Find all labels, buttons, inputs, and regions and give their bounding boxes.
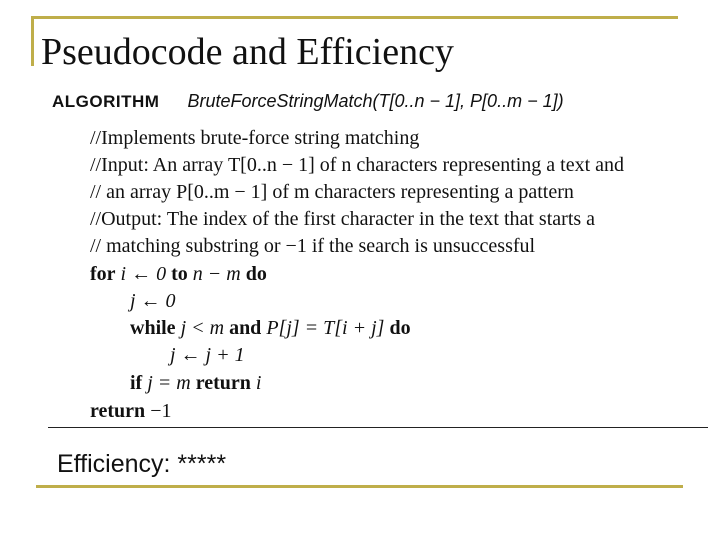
- while-do-keyword: do: [389, 317, 411, 339]
- comment-line-1: //Implements brute-force string matching: [90, 127, 420, 149]
- return-keyword: return: [195, 372, 251, 394]
- comment-line-4: //Output: The index of the first character in the text that starts a: [90, 208, 596, 230]
- for-keyword: for: [90, 263, 116, 285]
- divider-line: [48, 427, 708, 428]
- j-init: j ← 0: [130, 290, 176, 312]
- final-return-value: −1: [150, 400, 172, 422]
- final-return-keyword: return: [90, 400, 146, 422]
- comment-line-3: // an array P[0..m − 1] of m characters representing a pattern: [90, 181, 574, 203]
- to-keyword: to: [171, 263, 188, 285]
- comment-line-5: // matching substring or −1 if the search is unsuccessful: [90, 235, 536, 257]
- j-increment: j ← j + 1: [170, 344, 245, 366]
- j-init-line: [130, 288, 176, 314]
- for-limit: n − m: [192, 263, 241, 285]
- comment-line-2: //Input: An array T[0..n − 1] of n characters representing a text and: [90, 154, 625, 176]
- while-line: [130, 315, 411, 341]
- and-keyword: and: [229, 317, 262, 339]
- algorithm-header: [52, 88, 564, 115]
- slide-title: Pseudocode and Efficiency: [41, 31, 454, 73]
- if-condition: j = m: [147, 372, 191, 394]
- frame-top-rule: [31, 16, 678, 19]
- while-keyword: while: [130, 317, 176, 339]
- frame-left-rule: [31, 16, 34, 66]
- if-line: [130, 370, 261, 396]
- for-loop-line: [90, 261, 267, 287]
- for-init: i ← 0: [120, 263, 167, 285]
- while-condition-1: j < m: [180, 317, 225, 339]
- do-keyword: do: [245, 263, 267, 285]
- while-condition-2: P[j] = T[i + j]: [266, 317, 385, 339]
- if-keyword: if: [130, 372, 143, 394]
- frame-bottom-rule: [36, 485, 683, 488]
- algorithm-block: [52, 88, 712, 424]
- algorithm-keyword: ALGORITHM: [52, 92, 160, 111]
- algorithm-signature: BruteForceStringMatch(T[0..n − 1], P[0..m − 1]): [187, 91, 564, 111]
- final-return-line: [90, 398, 171, 424]
- j-increment-line: [170, 342, 245, 368]
- efficiency-label: Efficiency: *****: [57, 450, 227, 478]
- return-value: i: [255, 372, 262, 394]
